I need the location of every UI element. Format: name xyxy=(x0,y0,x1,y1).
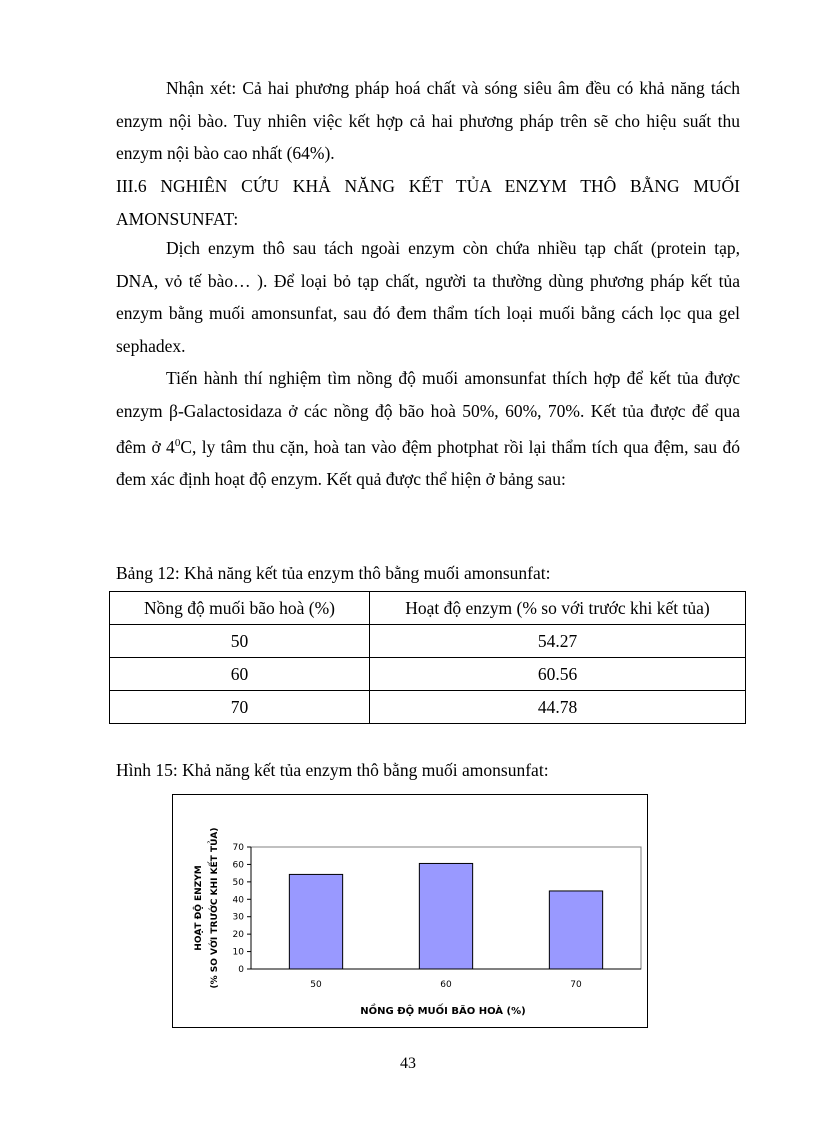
table-cell-concentration: 50 xyxy=(110,625,370,658)
bar xyxy=(549,891,602,969)
bar-chart xyxy=(173,795,647,1027)
table-header-row xyxy=(110,592,746,625)
table-row xyxy=(110,691,746,724)
paragraph-intro: Dịch enzym thô sau tách ngoài enzym còn chứa nhiều tạp chất (protein tạp, DNA, vỏ tế bào… ). Để loại bỏ tạp chất, người ta thường dùng phương pháp kết tủa enzym bằng muối amonsunfat, sau đó đem thẩm tích loại muối bằng cách lọc qua gel sephadex. xyxy=(116,238,740,356)
y-tick-label: 70 xyxy=(232,843,244,853)
page-number: 43 xyxy=(400,1055,416,1072)
bar xyxy=(419,863,472,969)
table-row xyxy=(110,625,746,658)
results-table xyxy=(109,591,746,724)
table-cell-activity: 60.56 xyxy=(370,658,746,691)
figure-caption: Hình 15: Khả năng kết tủa enzym thô bằng muối amonsunfat: xyxy=(116,760,549,780)
x-tick-label: 60 xyxy=(440,980,452,990)
table-header-concentration: Nồng độ muối bão hoà (%) xyxy=(110,592,370,625)
paragraph-experiment xyxy=(116,362,740,496)
table-cell-activity: 44.78 xyxy=(370,691,746,724)
y-axis-label-sub: (% SO VỚI TRƯỚC KHI KẾT TỦA) xyxy=(210,827,220,989)
x-tick-label: 70 xyxy=(570,980,582,990)
bar xyxy=(289,874,342,969)
paragraph-experiment-text-2: C, ly tâm thu cặn, hoà tan vào đệm photphat rồi lại thẩm tích qua đệm, sau đó đem xác định hoạt độ enzym. Kết quả được thể hiện ở bảng sau: xyxy=(116,436,740,490)
y-tick-label: 10 xyxy=(232,947,244,958)
table-cell-concentration: 70 xyxy=(110,691,370,724)
y-tick-label: 0 xyxy=(238,965,244,975)
y-axis-label: HOẠT ĐỘ ENZYM xyxy=(194,865,204,951)
y-tick-label: 40 xyxy=(232,895,244,906)
table-header-activity: Hoạt độ enzym (% so với trước khi kết tủa) xyxy=(370,592,746,625)
x-tick-label: 50 xyxy=(310,980,322,990)
table-cell-concentration: 60 xyxy=(110,658,370,691)
y-tick-label: 60 xyxy=(232,860,244,871)
table-caption: Bảng 12: Khả năng kết tủa enzym thô bằng muối amonsunfat: xyxy=(116,563,551,583)
y-tick-label: 30 xyxy=(232,912,244,923)
section-heading: III.6 NGHIÊN CỨU KHẢ NĂNG KẾT TỦA ENZYM THÔ BẰNG MUỐI AMONSUNFAT: xyxy=(116,176,740,229)
paragraph-experiment-text-1: Tiến hành thí nghiệm tìm nồng độ muối amonsunfat thích hợp để kết tủa được enzym β-Galactosidaza ở các nồng độ bão hoà 50%, 60%, 70%. Kết tủa được để qua đêm ở 4 xyxy=(116,368,740,457)
chart-frame xyxy=(172,794,648,1028)
x-axis-label: NỒNG ĐỘ MUỐI BÃO HOÀ (%) xyxy=(360,1006,526,1017)
paragraph-remark: Nhận xét: Cả hai phương pháp hoá chất và sóng siêu âm đều có khả năng tách enzym nội bào. Tuy nhiên việc kết hợp cả hai phương pháp trên sẽ cho hiệu suất thu enzym nội bào cao nhất (64%). xyxy=(116,78,740,163)
y-tick-label: 50 xyxy=(232,877,244,888)
superscript-degree: 0 xyxy=(174,437,181,449)
y-tick-label: 20 xyxy=(232,930,244,941)
table-row xyxy=(110,658,746,691)
table-cell-activity: 54.27 xyxy=(370,625,746,658)
